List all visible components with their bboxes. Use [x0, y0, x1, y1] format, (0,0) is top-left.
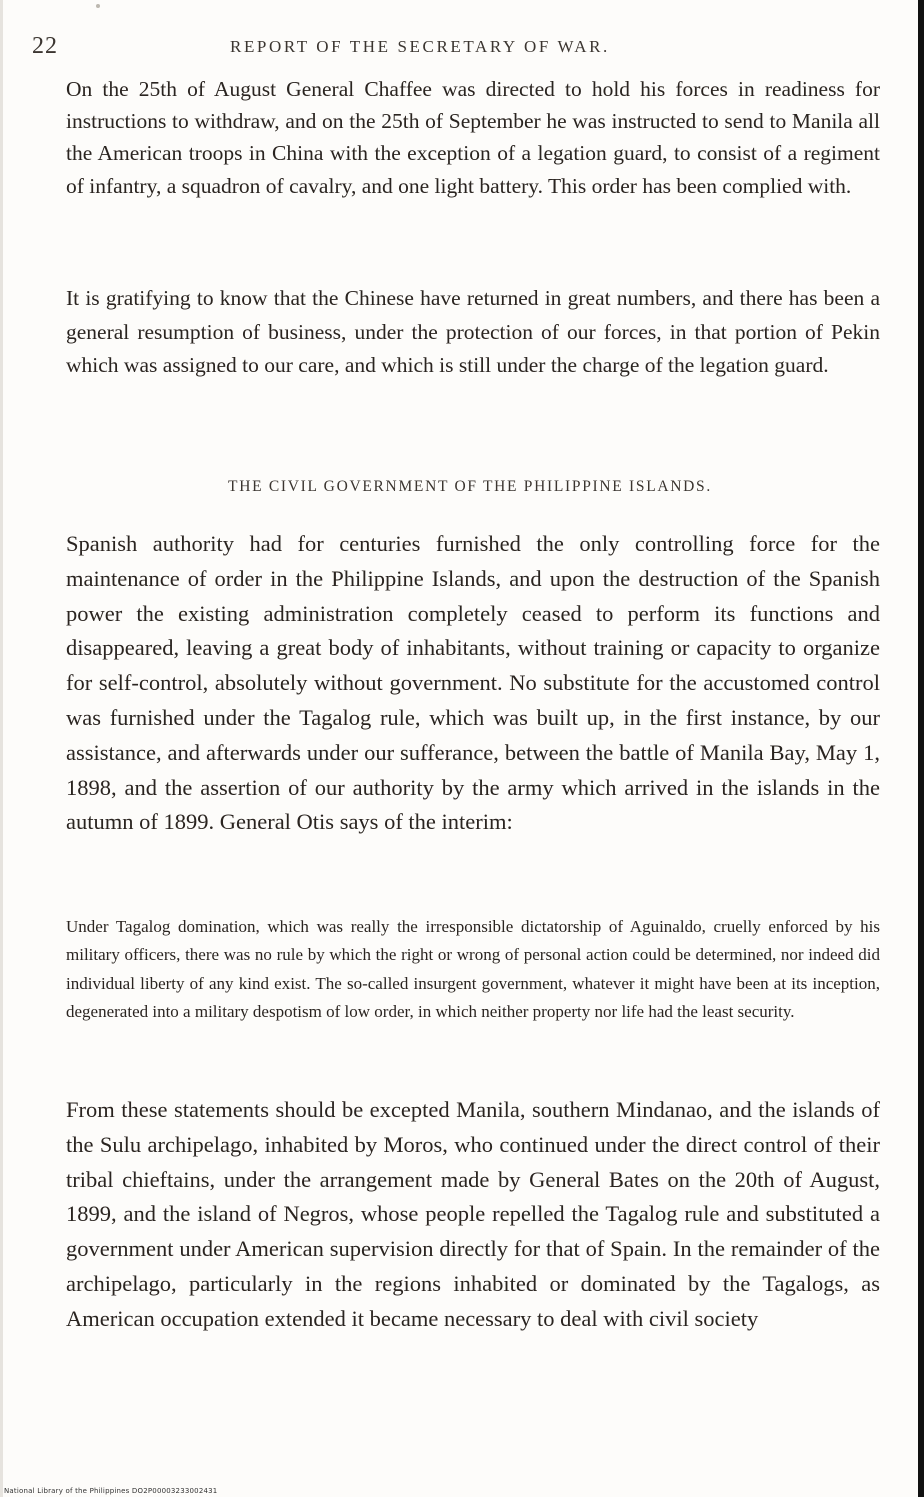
scan-speck — [96, 4, 100, 8]
paragraph-exceptions: From these statements should be excepted Manila, southern Mindanao, and the islands of the Sulu archipelago, inhabited by Moros, who continued under the direct control of their tribal chieftains, under the arrangement made by General Bates on the 20th of August, 1899, and the island of Negros, whose people repelled the Tagalog rule and substituted a government under American supervision directly for that of Spain. In the remainder of the archipelago, particularly in the regions inhabited or dominated by the Tagalogs, as American occupation extended it became necessary to deal with civil society — [66, 1097, 880, 1331]
paragraph-spanish-authority: Spanish authority had for centuries furnished the only controlling force for the maintenance of order in the Philippine Islands, and upon the destruction of the Spanish power the existing administration completely ceased to perform its functions and disappeared, leaving a great body of inhabitants, without training or capacity to organize for self-control, absolutely without government. No substitute for the accustomed control was furnished under the Tagalog rule, which was built up, in the first instance, by our assistance, and afterwards under our sufferance, between the battle of Manila Bay, May 1, 1898, and the assertion of our authority by the army which arrived in the islands in the autumn of 1899. General Otis says of the interim: — [66, 531, 880, 835]
section-heading: THE CIVIL GOVERNMENT OF THE PHILIPPINE ISLANDS. — [228, 478, 712, 495]
page-header — [20, 33, 880, 63]
running-title: REPORT OF THE SECRETARY OF WAR. — [230, 37, 610, 56]
quotation-general-otis: Under Tagalog domination, which was really the irresponsible dictatorship of Aguinaldo, cruelly enforced by his military officers, there was no rule by which the right or wrong of personal action could be determined, nor indeed did individual liberty of any kind exist. The so-called insurgent government, whatever it might have been at its inception, degenerated into a military despotism of low order, in which neither property nor life had the least security. — [66, 917, 880, 1022]
scan-credit: National Library of the Philippines DO2P00003233002431 — [4, 1487, 218, 1495]
scan-border — [918, 0, 924, 1497]
page-edge-shadow — [0, 0, 3, 1497]
paragraph-pekin-business: It is gratifying to know that the Chinese have returned in great numbers, and there has been a general resumption of business, under the protection of our forces, in that portion of Pekin which was assigned to our care, and which is still under the charge of the legation guard. — [66, 286, 880, 378]
page-number: 22 — [32, 33, 58, 59]
paragraph-chaffee-withdrawal: On the 25th of August General Chaffee was directed to hold his forces in readiness for instructions to withdraw, and on the 25th of September he was instructed to send to Manila all the American troops in China with the exception of a legation guard, to consist of a regiment of infantry, a squadron of cavalry, and one light battery. This order has been complied with. — [66, 77, 880, 198]
